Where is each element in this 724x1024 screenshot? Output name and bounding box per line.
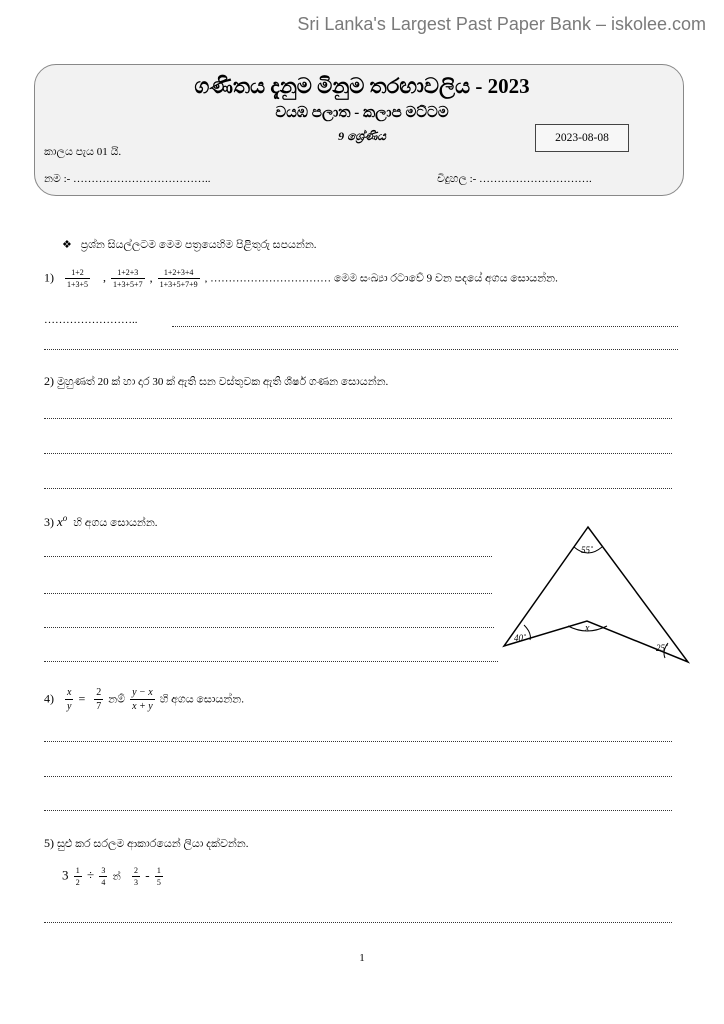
q5-frac-1 <box>74 866 82 887</box>
time-label: කාලය පැය 01 යි. <box>44 146 122 158</box>
q5-frac-1-den: 2 <box>75 878 80 887</box>
q1-term-3-den: 1+3+5+7+9 <box>159 280 198 289</box>
q1-sep-1: , <box>103 270 107 285</box>
q4-frac-1 <box>65 687 73 712</box>
question-5 <box>44 836 248 851</box>
left-angle-label: 40˚ <box>514 633 526 643</box>
answer-line <box>44 556 492 557</box>
q3-number: 3) <box>44 515 54 529</box>
q1-term-2-den: 1+3+5+7 <box>113 280 143 289</box>
triangle-diagram <box>500 525 690 670</box>
grade-label: 9 ශ්‍රේණිය <box>338 129 386 143</box>
school-field: විදුහල :- …………………………. <box>437 173 592 185</box>
question-4 <box>44 687 244 712</box>
q1-term-1-den: 1+3+5 <box>67 280 89 289</box>
q5-frac-1-num: 1 <box>75 866 80 875</box>
question-2 <box>44 374 388 389</box>
date-box: 2023-08-08 <box>535 124 629 152</box>
q5-whole: 3 <box>62 867 69 883</box>
q4-mid: නම් <box>108 693 126 706</box>
q3-var: x <box>57 514 63 529</box>
right-angle-label: 25˚ <box>656 643 668 653</box>
watermark: Sri Lanka's Largest Past Paper Bank – iskolee.com <box>297 14 706 34</box>
answer-line <box>44 776 672 777</box>
answer-line <box>44 453 672 454</box>
q1-answer-start: …………………….. <box>44 314 138 326</box>
x-angle-label: x <box>585 623 590 634</box>
q4-frac-3-num: y − x <box>132 687 153 698</box>
q1-term-2-num: 1+2+3 <box>111 268 145 279</box>
q1-term-1 <box>65 268 90 289</box>
q5-frac-4 <box>155 866 163 887</box>
q5-frac-2-num: 3 <box>101 866 106 875</box>
q4-frac-1-den: y <box>67 701 72 712</box>
q3-text: හි අගය සොයන්න. <box>73 517 158 529</box>
q1-term-2 <box>111 268 145 289</box>
q5-minus: - <box>145 867 150 883</box>
answer-line <box>44 741 672 742</box>
answer-line <box>44 810 672 811</box>
answer-line <box>44 922 672 923</box>
q5-frac-2 <box>99 866 107 887</box>
answer-line <box>172 326 678 327</box>
answer-line <box>44 488 672 489</box>
question-1 <box>44 268 558 289</box>
q1-term-3-num: 1+2+3+4 <box>158 268 200 279</box>
q4-frac-2 <box>94 687 103 712</box>
q1-term-1-num: 1+2 <box>65 268 90 279</box>
q5-expression <box>62 866 165 887</box>
q5-div: ÷ <box>87 867 95 883</box>
q5-frac-4-den: 5 <box>156 878 161 887</box>
paper-title: ගණිතය දැනුම මිනුම තරඟාවලිය - 2023 <box>194 74 530 98</box>
q2-number: 2) <box>44 374 54 388</box>
name-field: නම :- ……………………………….. <box>44 173 211 185</box>
q1-term-3 <box>158 268 200 289</box>
q1-sep-2: , <box>149 270 153 285</box>
top-angle-label: 55˚ <box>581 545 593 555</box>
q5-frac-4-num: 1 <box>156 866 161 875</box>
instruction <box>62 238 317 252</box>
answer-line <box>44 627 494 628</box>
triangle-shape <box>504 527 688 662</box>
q4-eq: = <box>78 691 86 706</box>
bullet-icon: ❖ <box>62 239 72 251</box>
answer-line <box>44 593 492 594</box>
q5-frac-2-den: 4 <box>101 878 106 887</box>
q5-of: න් <box>112 871 121 883</box>
page-number: 1 <box>359 952 365 964</box>
q5-frac-3 <box>132 866 140 887</box>
q4-frac-2-num: 2 <box>96 687 102 698</box>
q4-number: 4) <box>44 691 54 706</box>
paper-subtitle: වයඹ පලාත - කලාප මට්ටම <box>275 105 449 121</box>
q3-sup: o <box>62 513 68 523</box>
q5-frac-3-den: 3 <box>134 878 139 887</box>
question-3 <box>44 513 158 530</box>
q4-frac-3-den: x + y <box>132 701 153 712</box>
q4-text: හි අගය සොයන්න. <box>159 693 244 706</box>
q4-frac-3 <box>130 687 155 712</box>
q5-frac-3-num: 2 <box>134 866 139 875</box>
answer-line <box>44 661 498 662</box>
q2-text: මුහුණත් 20 ක් හා දාර 30 ක් ඇති ඝන වස්තුවක ඇති ශීර්ෂ ගණන සොයන්න. <box>57 376 389 388</box>
q5-number: 5) <box>44 836 54 850</box>
answer-line <box>44 349 678 350</box>
q4-frac-2-den: 7 <box>96 701 102 712</box>
q1-continuation: , …………………………… මෙම සංඛ්‍යා රටාවේ 9 වන පදයේ අගය සොයන්න. <box>204 272 558 285</box>
answer-line <box>44 418 672 419</box>
q5-text: සුළු කර සරලම ආකාරයෙන් ලියා දක්වන්න. <box>57 838 249 850</box>
q4-frac-1-num: x <box>67 687 72 698</box>
instruction-text: ප්‍රශ්න සියල්ලටම මෙම පත්‍රයෙහිම පිළිතුරු සපයන්න. <box>80 239 317 251</box>
q1-number: 1) <box>44 270 54 285</box>
